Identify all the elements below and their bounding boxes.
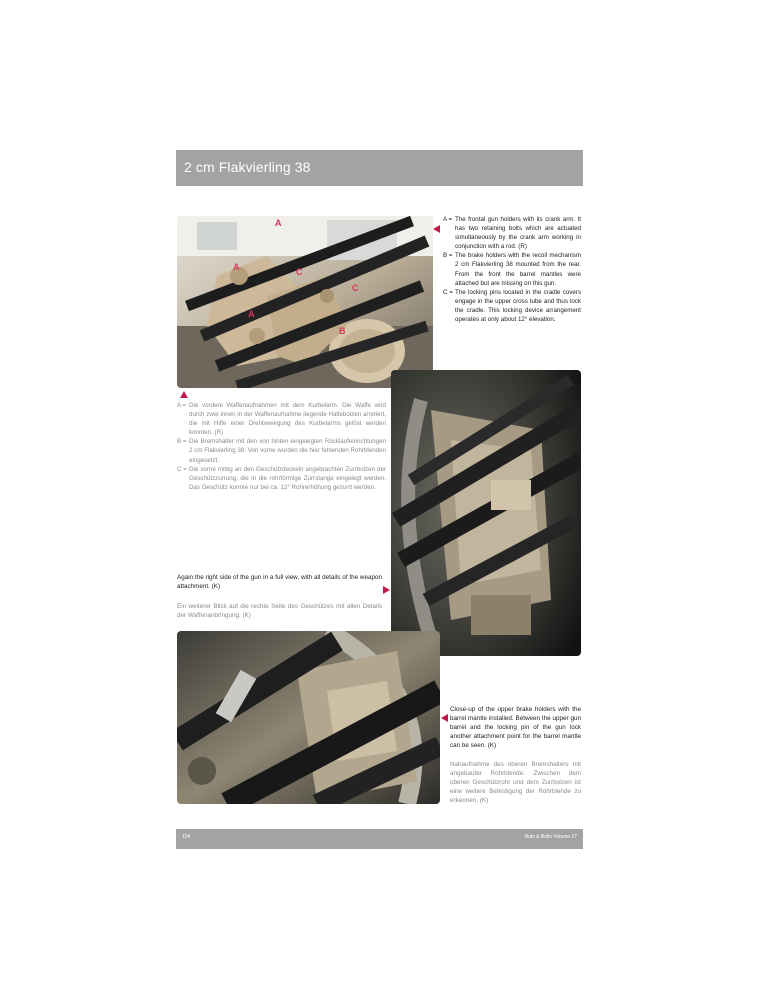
caption-en-item: C = The locking pins located in the cradle covers engage in the upper cross tube and thus lock the cradle. This locking device arrangement operates at only about 12° elevation. bbox=[443, 288, 581, 324]
caption-pointer-up-icon bbox=[180, 391, 188, 398]
label-a-1: A bbox=[233, 262, 240, 272]
photo-right-side-full-view bbox=[391, 370, 581, 656]
caption-de-item: C = Die vorne mittig an den Geschützdeckeln angebrachten Zurrbolzen der Geschützzurrung, die in die rohrförmige Zurrstange eingelegt werden. Das Geschütz konnte nur bei ca. 12° Rohrerhöhung gezurrt werden. bbox=[177, 465, 386, 491]
page-number: 104 bbox=[182, 834, 191, 840]
label-c-1: C bbox=[296, 267, 303, 277]
caption-right-view-de: Ein weiterer Blick auf die rechte Seite des Geschützes mit allen Details der Waffenanbringung. (K) bbox=[177, 603, 382, 619]
caption-pointer-right-icon bbox=[383, 586, 390, 594]
caption-pointer-left-icon bbox=[433, 225, 440, 233]
caption-closeup-de: Nahaufnahme des oberen Bremshalters mit angebauter Rohrblende. Zwischen dem oberen Geschützrohr und dem Zurrbolzen ist eine weitere Befestigung der Rohrblende zu erkennen. (K) bbox=[450, 761, 581, 804]
photo-closeup-brake-holders bbox=[177, 631, 440, 804]
caption-en-item: A = The frontal gun holders with its crank arm. It has two retaining bolts which are actuated simultaneously by the crank arm working in conjunction with a rod. (R) bbox=[443, 216, 581, 251]
label-a-3: A bbox=[275, 218, 282, 228]
page-footer bbox=[176, 829, 583, 849]
label-b: B bbox=[339, 326, 346, 336]
page-title: 2 cm Flakvierling 38 bbox=[184, 159, 311, 175]
page-header bbox=[176, 150, 583, 186]
label-c-2: C bbox=[352, 283, 359, 293]
caption-en-abc bbox=[443, 215, 581, 324]
label-a-2: A bbox=[248, 309, 255, 319]
caption-right-view-en: Again the right side of the gun in a full view, with all details of the weapon attachment. (K) bbox=[177, 574, 382, 590]
caption-de-item: A = Die vordere Waffenaufnahmen mit dem Kurbelarm. Die Waffe wird durch zwei innen in der Waffenaufnahme liegende Haltebolzen arretiert, die mit Hilfe einer Drehbewegung des Kurbelarms gelöst werden konnten. (R) bbox=[177, 402, 386, 437]
caption-de-abc bbox=[177, 401, 386, 492]
caption-de-item: B = Die Bremshalter mit den von hinten eingelegten Rücklaufeinrichtungen 2 cm Flakvierling 38. Von vorne wurden die hier fehlenden Rohrblenden eingesetzt. bbox=[177, 438, 386, 464]
running-title: Nuts & Bolts Volume 27 bbox=[524, 834, 577, 840]
caption-closeup-en: Close-up of the upper brake holders with the barrel mantle installed. Between the upper gun barrel and the locking pin of the gun lock another attachment point for the barrel mantle can be seen. (K) bbox=[450, 706, 581, 749]
caption-pointer-left-icon bbox=[441, 714, 448, 722]
photo-gun-holders bbox=[177, 216, 433, 388]
caption-en-item: B = The brake holders with the recoil mechanism 2 cm Flakvierling 38 mounted from the rear. From the front the barrel mantles were attached but are missing on this gun. bbox=[443, 252, 581, 287]
